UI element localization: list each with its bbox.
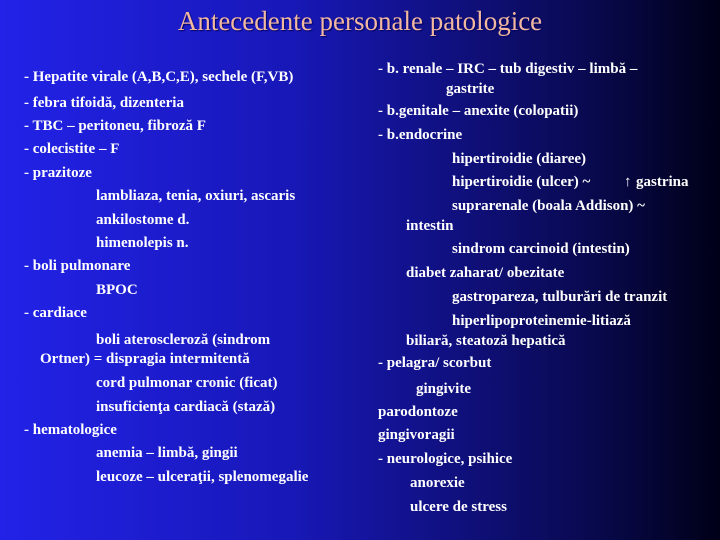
left-line: - Hepatite virale (A,B,C,E), sechele (F,VB) <box>24 69 294 85</box>
right-line: sindrom carcinoid (intestin) <box>452 241 630 257</box>
up-arrow-icon: ↑ <box>624 174 632 190</box>
left-line: ankilostome d. <box>96 212 190 228</box>
right-line: biliară, steatoză hepatică <box>406 333 566 349</box>
left-line: boli ateroscleroză (sindrom <box>96 332 271 348</box>
right-line: suprarenale (boala Addison) ~ <box>452 198 645 214</box>
left-line: - hematologice <box>24 422 117 438</box>
left-line: insuficienţa cardiacă (stază) <box>96 399 276 415</box>
right-line: - b. renale – IRC – tub digestiv – limbă – <box>378 61 638 77</box>
right-line: hipertiroidie (ulcer) ~ <box>452 174 591 190</box>
right-line: - pelagra/ scorbut <box>378 355 492 371</box>
right-line: intestin <box>406 218 454 234</box>
left-line: - febra tifoidă, dizenteria <box>24 95 184 111</box>
right-line: gastrite <box>446 81 495 97</box>
left-line: anemia – limbă, gingii <box>96 445 238 461</box>
left-line: leucoze – ulceraţii, splenomegalie <box>96 469 309 485</box>
left-line: - cardiace <box>24 305 87 321</box>
left-line: himenolepis n. <box>96 235 189 251</box>
left-line: lambliaza, tenia, oxiuri, ascaris <box>96 188 296 204</box>
right-line: hipertiroidie (diaree) <box>452 151 587 167</box>
right-line: gingivite <box>416 381 471 397</box>
left-line: - TBC – peritoneu, fibroză F <box>24 118 206 134</box>
right-line: diabet zaharat/ obezitate <box>406 265 565 281</box>
right-line: ulcere de stress <box>410 499 507 515</box>
right-line: - neurologice, psihice <box>378 451 513 467</box>
right-line: hiperlipoproteinemie-litiază <box>452 313 631 329</box>
left-line: - prazitoze <box>24 165 92 181</box>
left-line: BPOC <box>96 282 138 298</box>
right-line: gastropareza, tulburări de tranzit <box>452 289 668 305</box>
right-line: - b.endocrine <box>378 127 463 143</box>
left-line: cord pulmonar cronic (ficat) <box>96 375 278 391</box>
right-line: gingivoragii <box>378 427 455 443</box>
right-line: anorexie <box>410 475 465 491</box>
right-line: parodontoze <box>378 404 458 420</box>
left-line: - boli pulmonare <box>24 258 131 274</box>
left-line: - colecistite – F <box>24 141 120 157</box>
right-line: gastrina <box>636 174 689 190</box>
left-line: Ortner) = dispragia intermitentă <box>40 351 250 367</box>
slide-title: Antecedente personale patologice <box>177 6 543 36</box>
right-line: - b.genitale – anexite (colopatii) <box>378 103 579 119</box>
